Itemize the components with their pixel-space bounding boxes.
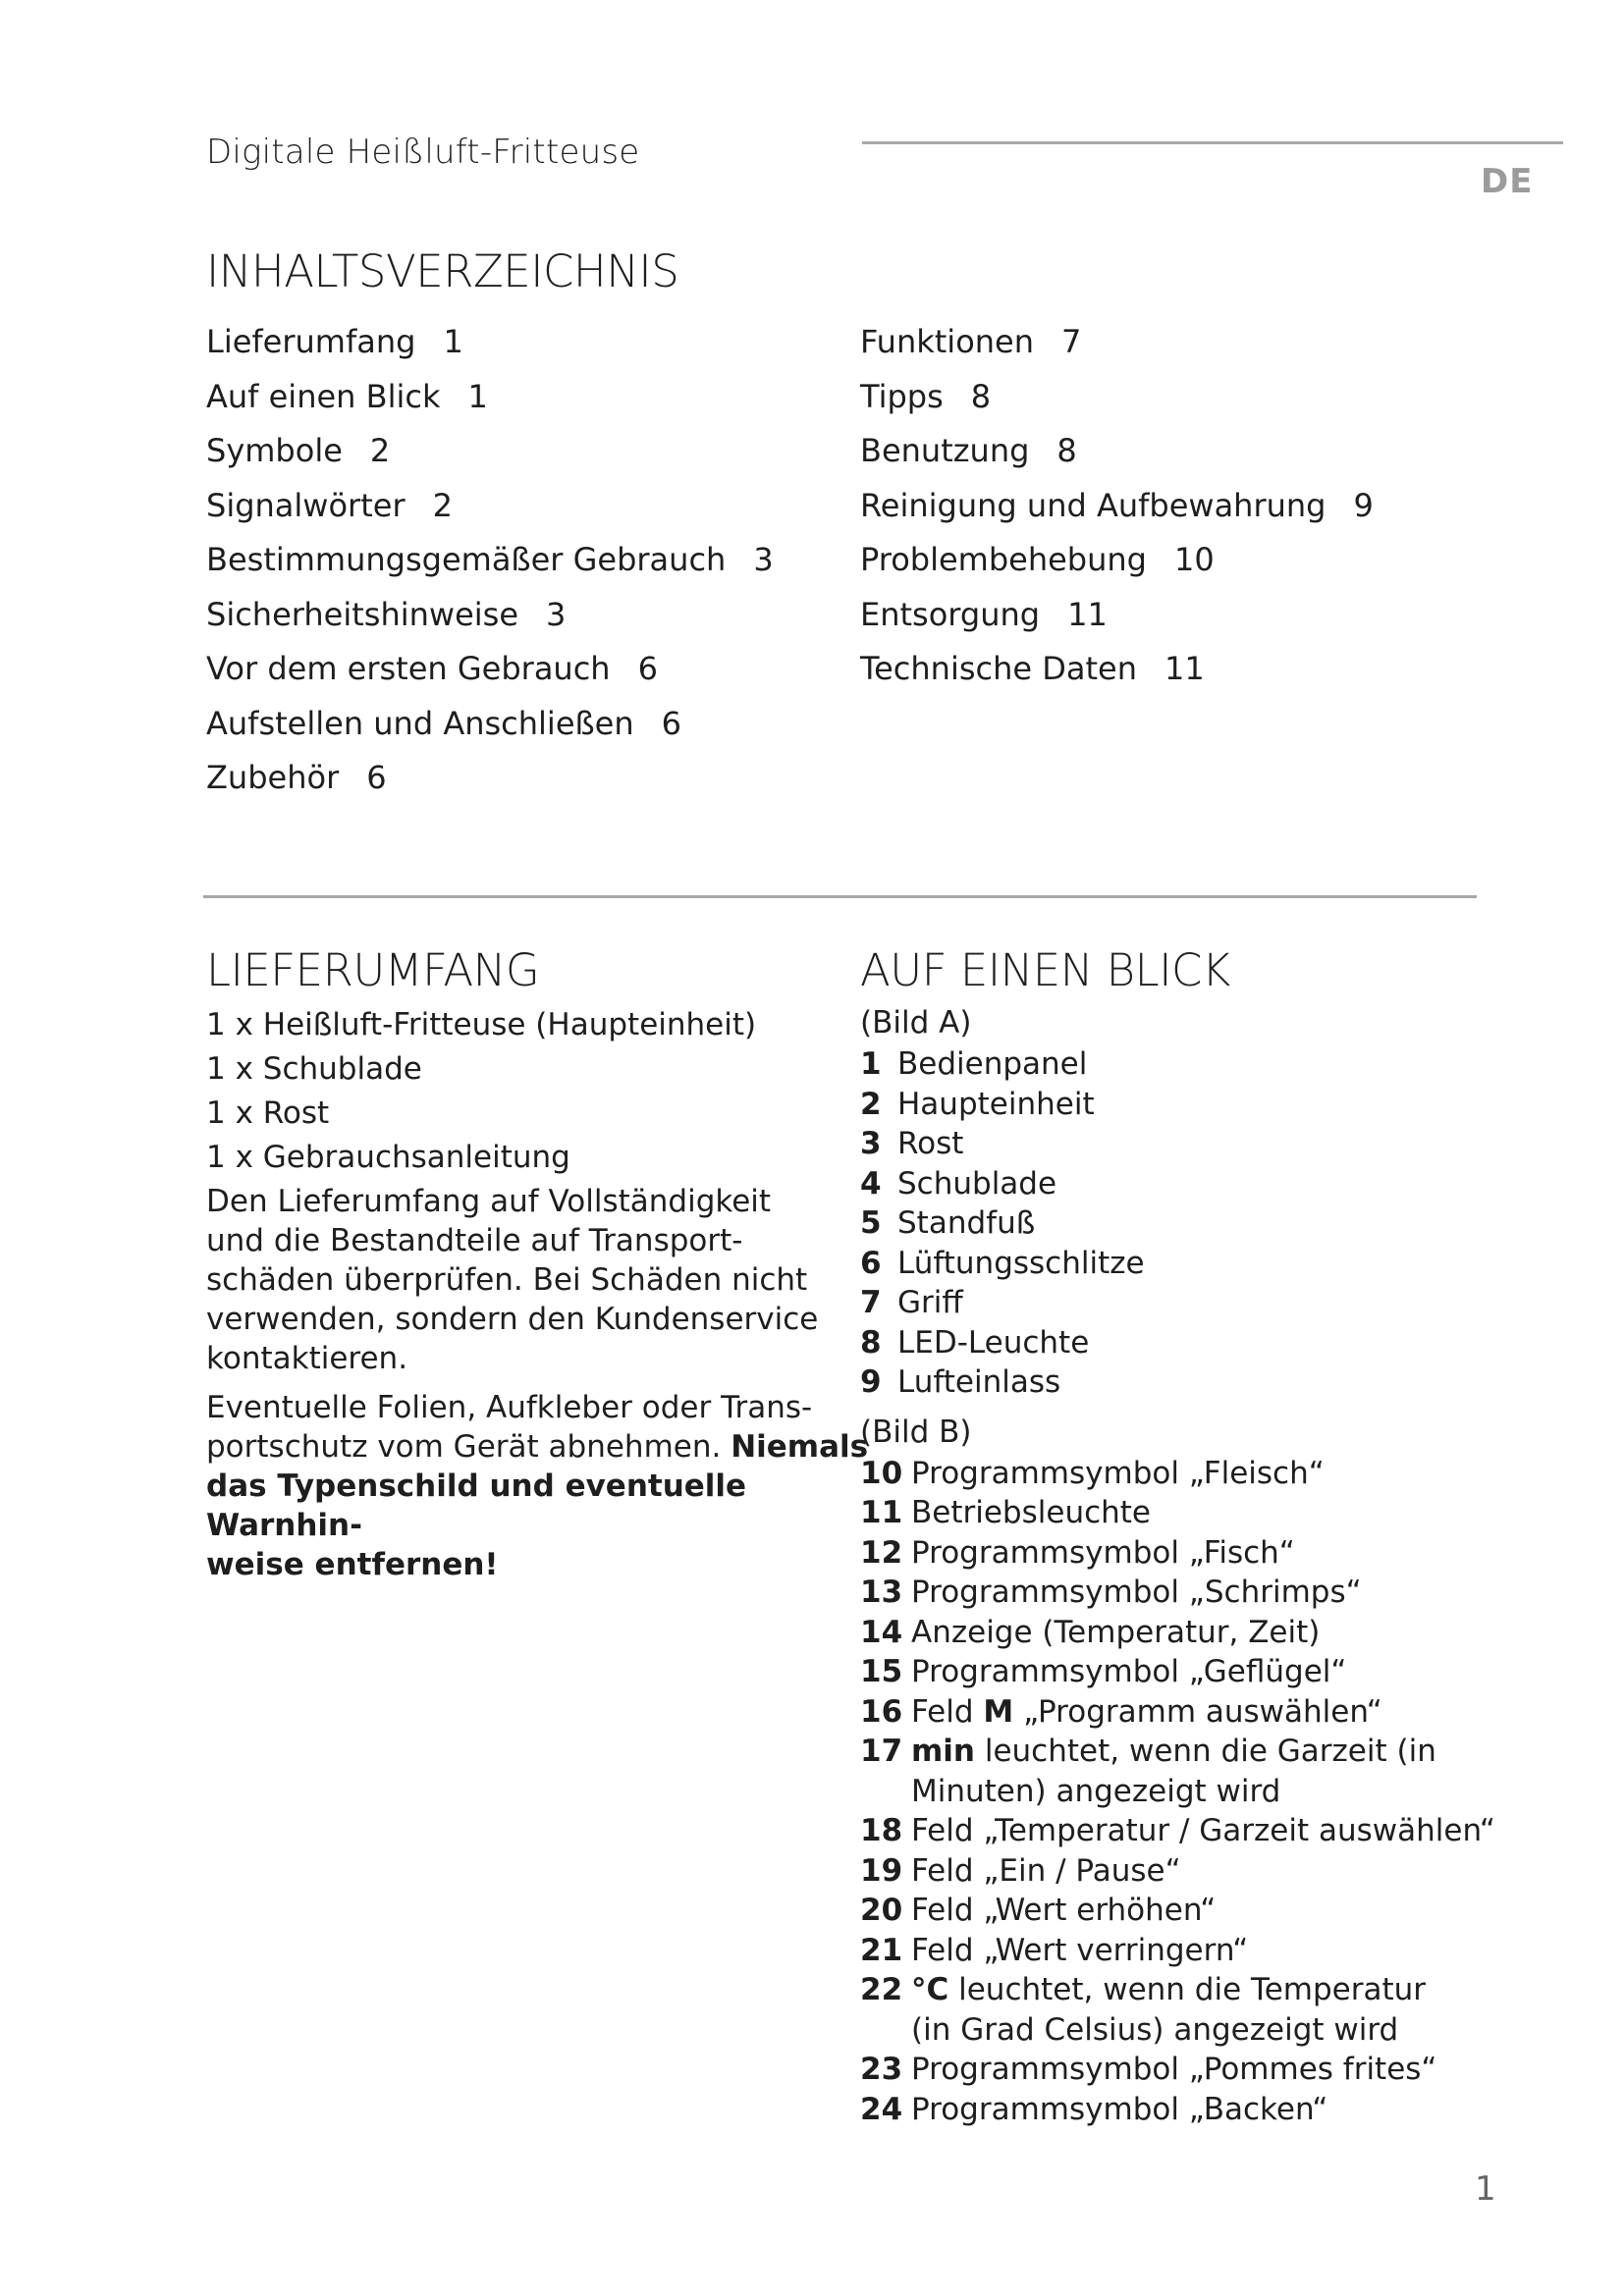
legend-item [860, 1652, 1606, 1692]
legend-number: 17 [860, 1734, 903, 1769]
legend-text: Feld „Wert verringern“ [911, 1932, 1249, 1968]
toc-entry [860, 371, 1508, 426]
toc-entry [860, 480, 1508, 535]
toc-entry-page: 8 [1056, 432, 1077, 469]
legend-text: Programmsymbol „Pommes frites“ [911, 2052, 1437, 2087]
paragraph-line: schäden überprüfen. Bei Schäden nicht [206, 1262, 808, 1298]
paragraph-line: und die Bestandteile auf Transport- [206, 1223, 743, 1258]
toc-entry-label: Auf einen Blick [206, 377, 441, 415]
toc-entry [860, 425, 1508, 480]
warning-text: das Typenschild und eventuelle Warnhin- [206, 1468, 747, 1543]
legend-number: 16 [860, 1693, 903, 1730]
toc-entry-label: Technische Daten [860, 650, 1138, 687]
legend-item [860, 1244, 1606, 1284]
toc-entry-label: Zubehör [206, 759, 340, 796]
legend-text: Haupteinheit [897, 1086, 1095, 1122]
legend-item [860, 2050, 1606, 2090]
toc-left-column [206, 316, 854, 807]
legend-text: Programmsymbol „Fisch“ [911, 1534, 1295, 1571]
legend-number: 14 [860, 1614, 903, 1650]
scope-item: 1 x Heißluft-Fritteuse (Haupteinheit) [206, 1007, 757, 1042]
legend-item [860, 1164, 1606, 1204]
warning-text: weise entfernen! [206, 1547, 499, 1582]
header-divider [862, 141, 1563, 144]
page-number: 1 [1475, 2169, 1496, 2209]
toc-entry-page: 10 [1173, 541, 1215, 578]
toc-entry [206, 643, 854, 698]
legend-item [860, 1203, 1606, 1244]
legend-number: 18 [860, 1813, 903, 1848]
toc-entry-page: 7 [1061, 323, 1082, 360]
legend-number: 13 [860, 1575, 903, 1610]
toc-entry-label: Signalwörter [206, 486, 406, 524]
lieferumfang-heading: LIEFERUMFANG [206, 944, 540, 996]
auf-einen-blick-section [860, 1003, 1606, 2129]
legend-item [860, 1732, 1606, 1811]
legend-text-continued: Minuten) angezeigt wird [911, 1773, 1281, 1809]
toc-entry [860, 589, 1508, 644]
legend-item [860, 1283, 1606, 1323]
figure-a-label: (Bild A) [860, 1005, 972, 1041]
toc-entry-label: Symbole [206, 432, 343, 469]
legend-text: Betriebsleuchte [911, 1495, 1152, 1530]
legend-item [860, 1970, 1606, 2050]
legend-number: 12 [860, 1534, 903, 1571]
toc-entry [860, 643, 1508, 698]
legend-number: 7 [860, 1285, 882, 1320]
toc-entry-label: Entsorgung [860, 595, 1041, 633]
toc-entry-label: Sicherheitshinweise [206, 595, 518, 633]
paragraph-line: kontaktieren. [206, 1341, 408, 1376]
legend-item [860, 1323, 1606, 1363]
legend-item [860, 1044, 1606, 1085]
toc-entry [206, 316, 854, 371]
legend-text: Schublade [897, 1165, 1057, 1201]
legend-text: Feld „Temperatur / Garzeit auswählen“ [911, 1813, 1495, 1848]
legend-list-b [860, 1454, 1606, 2130]
legend-text: Anzeige (Temperatur, Zeit) [911, 1614, 1321, 1650]
scope-item: 1 x Gebrauchsanleitung [206, 1140, 570, 1175]
legend-text: Griff [897, 1285, 963, 1320]
legend-text: Programmsymbol „Backen“ [911, 2091, 1328, 2127]
legend-text: min leuchtet, wenn die Garzeit (in Minuten) angezeigt wird [911, 1734, 1436, 1809]
toc-entry-label: Benutzung [860, 432, 1030, 469]
legend-item [860, 1931, 1606, 1971]
toc-entry-page: 3 [546, 595, 567, 633]
toc-entry-page: 2 [369, 432, 391, 469]
legend-text: Rost [897, 1126, 964, 1161]
legend-item [860, 1085, 1606, 1125]
paragraph-text: portschutz vom Gerät abnehmen. [206, 1429, 731, 1465]
toc-entry-label: Vor dem ersten Gebrauch [206, 650, 611, 687]
legend-text: Standfuß [897, 1205, 1036, 1241]
toc-entry [206, 589, 854, 644]
section-divider [203, 895, 1477, 898]
legend-number: 8 [860, 1324, 882, 1361]
legend-item [860, 1533, 1606, 1574]
toc-entry-label: Lieferumfang [206, 323, 416, 360]
toc-entry [860, 534, 1508, 589]
toc-entry-page: 2 [432, 486, 453, 524]
legend-text-continued: (in Grad Celsius) angezeigt wird [911, 2011, 1399, 2048]
legend-item [860, 1573, 1606, 1613]
legend-number: 11 [860, 1495, 903, 1530]
legend-item [860, 1891, 1606, 1931]
legend-number: 19 [860, 1852, 903, 1889]
toc-entry-page: 6 [637, 650, 658, 687]
legend-keyword: M [983, 1693, 1014, 1730]
toc-entry [860, 316, 1508, 371]
toc-entry [206, 534, 854, 589]
toc-entry-page: 11 [1067, 595, 1108, 633]
legend-item [860, 1454, 1606, 1494]
language-badge: DE [1481, 162, 1534, 201]
legend-number: 1 [860, 1046, 882, 1082]
toc-entry-page: 9 [1353, 486, 1374, 524]
legend-number: 23 [860, 2052, 903, 2087]
toc-entry [206, 698, 854, 753]
toc-entry-page: 1 [443, 323, 463, 360]
scope-item: 1 x Schublade [206, 1051, 422, 1087]
toc-entry [206, 480, 854, 535]
legend-keyword: °C [911, 1972, 949, 2007]
legend-text: Lüftungsschlitze [897, 1245, 1145, 1281]
paragraph-line: Den Lieferumfang auf Vollständigkeit [206, 1184, 772, 1219]
toc-heading: INHALTSVERZEICHNIS [206, 245, 679, 297]
legend-text: Feld „Ein / Pause“ [911, 1852, 1181, 1889]
legend-number: 3 [860, 1126, 882, 1161]
legend-number: 4 [860, 1165, 882, 1201]
legend-text: LED-Leuchte [897, 1324, 1090, 1361]
legend-number: 24 [860, 2091, 903, 2127]
legend-number: 10 [860, 1455, 903, 1491]
packaging-paragraph [206, 1388, 869, 1584]
auf-einen-blick-heading: AUF EINEN BLICK [860, 944, 1230, 996]
figure-b-label: (Bild B) [860, 1414, 972, 1450]
legend-item [860, 1124, 1606, 1164]
toc-entry-page: 6 [366, 759, 387, 796]
scope-item: 1 x Rost [206, 1095, 330, 1131]
toc-entry-page: 1 [467, 377, 488, 415]
legend-text: Programmsymbol „Schrimps“ [911, 1575, 1362, 1610]
legend-text: Programmsymbol „Geflügel“ [911, 1654, 1347, 1689]
toc-entry-page: 8 [970, 377, 992, 415]
legend-keyword: min [911, 1734, 975, 1769]
toc-entry [206, 371, 854, 426]
toc-entry-page: 6 [661, 704, 681, 742]
toc-entry-label: Tipps [860, 377, 944, 415]
legend-list-a [860, 1044, 1606, 1403]
legend-number: 20 [860, 1893, 903, 1928]
legend-item [860, 1362, 1606, 1403]
toc-entry [206, 752, 854, 807]
legend-number: 2 [860, 1086, 882, 1122]
legend-item [860, 1613, 1606, 1653]
toc-entry-page: 3 [753, 541, 774, 578]
paragraph-line [206, 1427, 869, 1467]
legend-item [860, 2090, 1606, 2130]
legend-item [860, 1493, 1606, 1533]
legend-text: Feld M „Programm auswählen“ [911, 1693, 1382, 1730]
toc-entry-page: 11 [1164, 650, 1205, 687]
legend-text: Lufteinlass [897, 1364, 1061, 1400]
legend-number: 21 [860, 1932, 903, 1968]
toc-entry-label: Funktionen [860, 323, 1035, 360]
legend-number: 15 [860, 1654, 903, 1689]
toc-entry-label: Aufstellen und Anschließen [206, 704, 634, 742]
toc-right-column [860, 316, 1508, 698]
legend-text: Bedienpanel [897, 1046, 1088, 1082]
warning-text: Niemals [731, 1429, 869, 1465]
legend-item [860, 1692, 1606, 1733]
legend-item [860, 1811, 1606, 1851]
inspection-paragraph [206, 1182, 835, 1378]
paragraph-line: Eventuelle Folien, Aufkleber oder Trans- [206, 1390, 813, 1425]
paragraph-line: verwenden, sondern den Kundenservice [206, 1302, 819, 1337]
legend-number: 5 [860, 1205, 882, 1241]
legend-text: Feld „Wert erhöhen“ [911, 1893, 1217, 1928]
toc-entry-label: Bestimmungsgemäßer Gebrauch [206, 541, 727, 578]
toc-entry [206, 425, 854, 480]
toc-entry-label: Problembehebung [860, 541, 1147, 578]
legend-number: 6 [860, 1245, 882, 1281]
lieferumfang-section [206, 1003, 869, 1584]
legend-text: Programmsymbol „Fleisch“ [911, 1455, 1325, 1491]
document-title: Digitale Heißluft-Fritteuse [206, 133, 640, 172]
legend-item [860, 1851, 1606, 1892]
legend-number: 22 [860, 1972, 903, 2007]
legend-number: 9 [860, 1364, 882, 1400]
legend-text: °C leuchtet, wenn die Temperatur (in Grad Celsius) angezeigt wird [911, 1972, 1427, 2048]
toc-entry-label: Reinigung und Aufbewahrung [860, 486, 1326, 524]
